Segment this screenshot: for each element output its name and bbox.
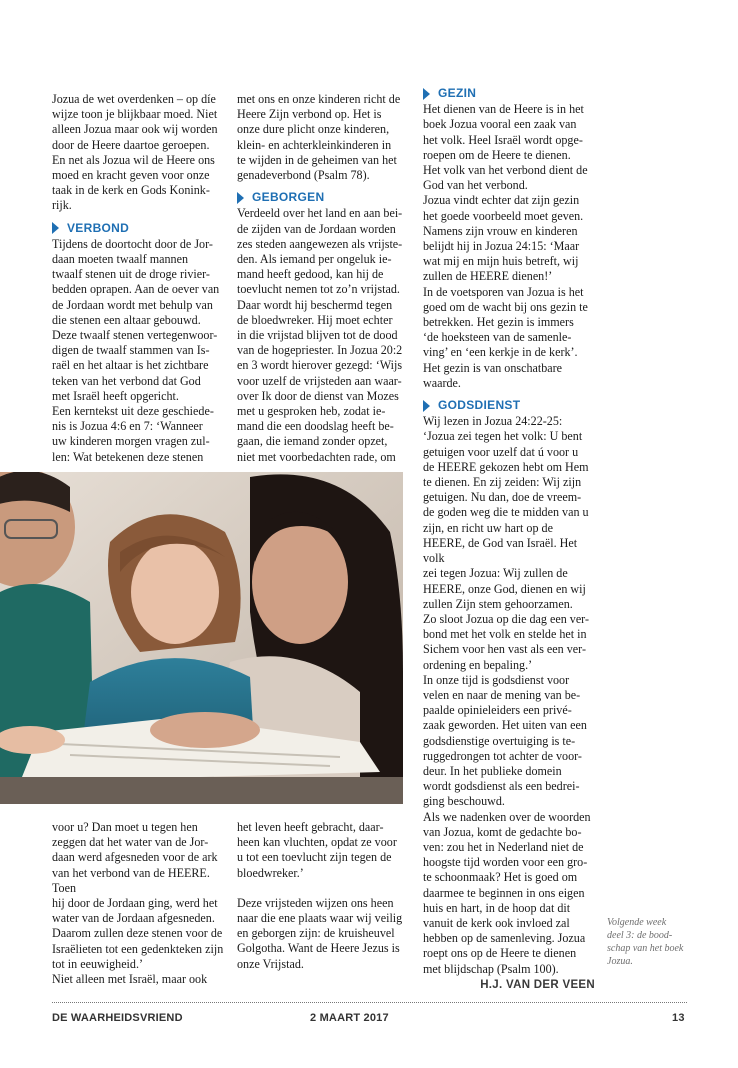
next-week-caption: Volgende week deel 3: de bood- schap van het boek Jozua.	[607, 917, 684, 967]
col2-intro-paragraph: met ons en onze kinderen richt de Heere Zijn verbond op. Het is onze dure plicht onze kinderen, klein- en achterkleinkinderen in te wijden in de geheimen van het genadeverbond (Psalm 78).	[237, 92, 401, 183]
col3-godsdienst-paragraph: Wij lezen in Jozua 24:22-25: ‘Jozua zei tegen het volk: U bent getuigen voor uzelf dat ú voor u de HEERE gekozen hebt om Hem te dienen. En zij zeiden: Wij zijn getuigen. Nu dan, doe de vreem- de goden weg die te midden van u zijn, en richt uw hart op de HEERE, de God van Israël. Het volk zei tegen Jozua: Wij zullen de HEERE, onze God, dienen en wij zullen Zijn stem gehoorzamen. Zo sloot Jozua op die dag een ver- bond met het volk en stelde het in Sichem voor hen vast als een ver- ordening en bepaling.’ In onze tijd is godsdienst voor velen en naar de mening van be- paalde opinieleiders een privé- zaak geworden. Het uiten van een godsdienstige overtuiging is te- ruggedrongen tot achter de voor- deur. In het publieke domein wordt godsdienst als een bedrei- ging beschouwd. Als we nadenken over de woorden van Jozua, komt de gedachte bo- ven: zou het in Nederland niet de hoogste tijd worden voor een gro- te schoonmaak? Het is goed om daarmee te beginnen in ons eigen huis en hart, in de hoop dat dit vanuit de kerk ook invloed zal hebben op de samenleving. Jozua roept ons op de Heere te dienen met blijdschap (Psalm 100).	[423, 414, 591, 976]
section-heading-geborgen	[237, 190, 409, 205]
triangle-bullet-icon	[423, 88, 430, 100]
footer-divider	[52, 1002, 687, 1003]
triangle-bullet-icon	[423, 400, 430, 412]
photo-illustration	[0, 472, 403, 804]
triangle-bullet-icon	[237, 192, 244, 204]
triangle-bullet-icon	[52, 222, 59, 234]
heading-label: GEBORGEN	[252, 190, 325, 205]
section-heading-verbond	[52, 221, 222, 236]
col1-body-paragraph: Tijdens de doortocht door de Jor- daan moeten twaalf mannen twaalf stenen uit de droge rivier- bedden oprapen. Aan de oever van de Jordaan wordt met behulp van die stenen een altaar gebouwd. Deze twaalf stenen vertegenwoor- digen de twaalf stammen van Is- raël en het altaar is het zichtbare teken van het verbond dat God met Israël heeft opgericht. Een kerntekst uit deze geschiede- nis is Jozua 4:6 en 7: ‘Wanneer uw kinderen morgen vragen zul- len: Wat betekenen deze stenen	[52, 236, 220, 464]
heading-label: GEZIN	[438, 86, 477, 100]
footer-page-number: 13	[672, 1012, 685, 1024]
col2-bottom-paragraph-2: Deze vrijsteden wijzen ons heen naar die ene plaats waar wij veilig en geborgen zijn: de kruisheuvel Golgotha. Want de Heere Jezus is onze Vrijstad.	[237, 895, 403, 971]
col1-intro-paragraph: Jozua de wet overdenken – op díe wijze toon je blijkbaar moed. Niet alleen Jozua maar ook wij worden door de Heere daartoe geroepen. En net als Jozua wil de Heere ons moed en kracht geven voor onze taak in de kerk en Gods Konink- rijk.	[52, 92, 218, 213]
footer-date: 2 MAART 2017	[310, 1012, 389, 1024]
column-2-top	[237, 92, 409, 465]
author-signature: H.J. VAN DER VEEN	[480, 978, 595, 991]
col2-bottom-paragraph-1: het leven heeft gebracht, daar- heen kan vluchten, opdat ze voor u tot een toevlucht zijn tegen de bloedwreker.’	[237, 820, 397, 880]
col1-bottom-paragraph: voor u? Dan moet u tegen hen zeggen dat het water van de Jor- daan werd afgesneden voor de ark van het verbond van de HEERE. Toen hij door de Jordaan ging, werd het water van de Jordaan afgesneden. Daarom zullen deze stenen voor de Israëlieten tot een gedenkteken zijn tot in eeuwigheid.’ Niet alleen met Israël, maar ook	[52, 820, 224, 987]
column-1-bottom	[52, 820, 224, 987]
section-heading-gezin	[423, 86, 595, 101]
footer-magazine-name: DE WAARHEIDSVRIEND	[52, 1012, 183, 1024]
col2-body-paragraph: Verdeeld over het land en aan bei- de zijden van de Jordaan worden zes steden aangewezen als vrijste- den. Als iemand per ongeluk ie- mand heeft gedood, kan hij de toevlucht nemen tot zo’n vrijstad. Daar wordt hij beschermd tegen de bloedwreker. Hij moet echter in die vrijstad blijven tot de dood van de hogepriester. In Jozua 20:2 en 3 wordt hierover gezegd: ‘Wijs voor uzelf de vrijsteden aan waar- over Ik door de dienst van Mozes met u gesproken heb, zodat ie- mand die een doodslag heeft be- gaan, die iemand zonder opzet, niet met voorbedachten rade, om	[237, 206, 403, 464]
family-reading-photo	[0, 472, 403, 804]
col3-gezin-paragraph: Het dienen van de Heere is in het boek Jozua vooral een zaak van het volk. Heel Israël wordt opge- roepen om de Heere te dienen. Het volk van het verbond dient de God van het verbond. Jozua vindt echter dat zijn gezin het goede voorbeeld moet geven. Namens zijn vrouw en kinderen belijdt hij in Jozua 24:15: ‘Maar wat mij en mijn huis betreft, wij zullen de HEERE dienen!’ In de voetsporen van Jozua is het goed om de wacht bij ons gezin te betrekken. Het gezin is immers ‘de hoeksteen van de samenle- ving’ en ‘een kerkje in de kerk’. Het gezin is van onschatbare waarde.	[423, 102, 588, 390]
column-1-top	[52, 92, 222, 465]
section-heading-godsdienst	[423, 398, 595, 413]
heading-label: GODSDIENST	[438, 398, 521, 413]
column-3	[423, 86, 595, 993]
heading-label: VERBOND	[67, 220, 130, 235]
column-2-bottom	[237, 820, 409, 972]
